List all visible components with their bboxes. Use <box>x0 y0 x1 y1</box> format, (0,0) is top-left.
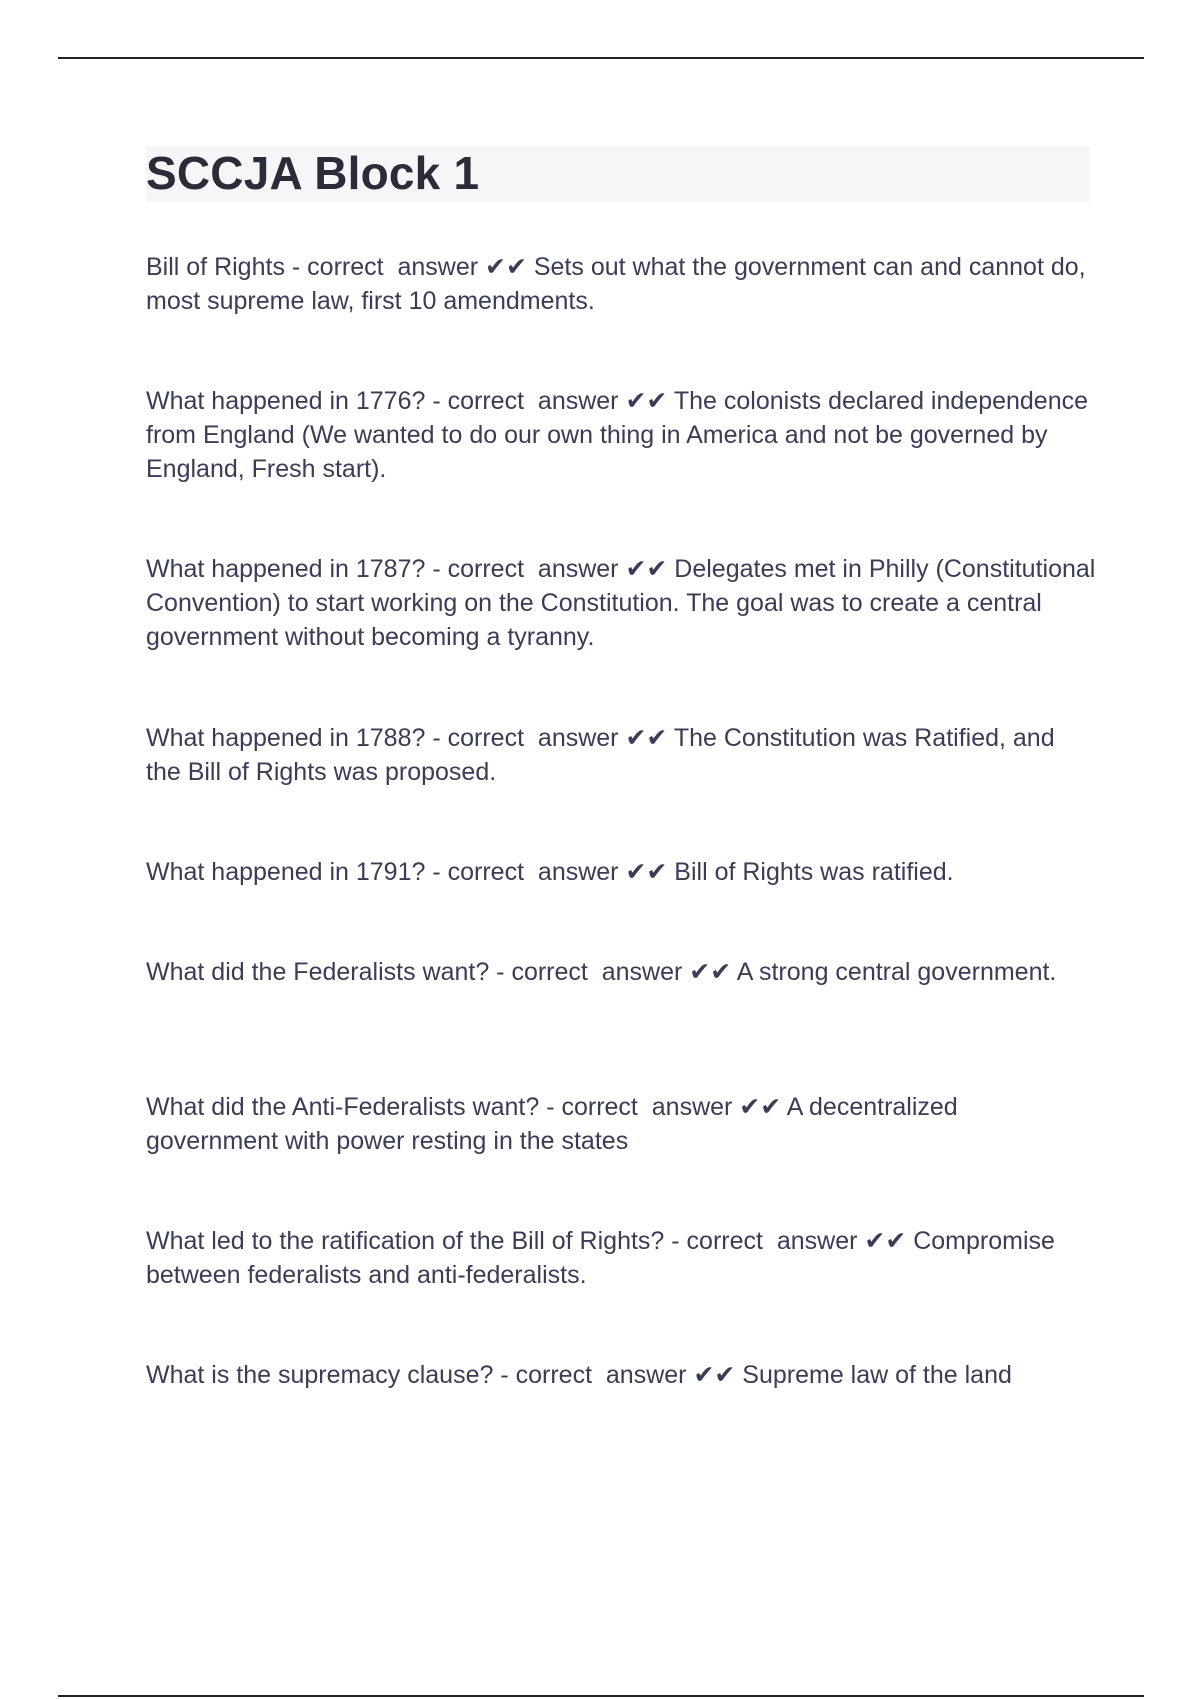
card-definition: Delegates met in Philly (Constitutional Convention) to start working on the Constitution. The goal was to create a central government without becoming a tyranny. <box>146 555 1103 651</box>
card-term: What did the Federalists want? <box>146 958 490 986</box>
card-separator: - correct answer ✔✔ <box>664 1227 914 1255</box>
flashcard-supremacy-clause <box>146 1358 1096 1392</box>
flashcard-1791 <box>146 855 1096 889</box>
card-separator: - correct answer ✔✔ <box>425 387 674 415</box>
card-term: What led to the ratification of the Bill of Rights? <box>146 1227 665 1255</box>
card-definition: A strong central government. <box>736 958 1057 986</box>
flashcard-1776 <box>146 384 1096 486</box>
card-term: What happened in 1787? <box>146 555 426 583</box>
card-definition: The colonists declared independence from England (We wanted to do our own thing in America and not be governed by England, Fresh start). <box>146 387 1095 483</box>
card-term: What happened in 1791? <box>146 858 426 886</box>
flashcard-bill-of-rights <box>146 250 1096 318</box>
card-definition: Supreme law of the land <box>742 1361 1012 1389</box>
card-separator: - correct answer ✔✔ <box>539 1093 787 1121</box>
card-separator: - correct answer ✔✔ <box>489 958 737 986</box>
card-term: What is the supremacy clause? <box>146 1361 494 1389</box>
card-term: What happened in 1776? <box>146 387 426 415</box>
card-definition: Sets out what the government can and cannot do, most supreme law, first 10 amendments. <box>146 253 1093 315</box>
page-title: SCCJA Block 1 <box>146 147 480 199</box>
flashcard-anti-federalists <box>146 1090 1096 1158</box>
card-separator: - correct answer ✔✔ <box>425 724 674 752</box>
flashcard-federalists <box>146 955 1096 989</box>
card-separator: - correct answer ✔✔ <box>493 1361 743 1389</box>
card-separator: - correct answer ✔✔ <box>425 858 675 886</box>
card-definition: The Constitution was Ratified, and the Bill of Rights was proposed. <box>146 724 1062 786</box>
card-separator: - correct answer ✔✔ <box>425 555 675 583</box>
card-definition: Bill of Rights was ratified. <box>674 858 954 886</box>
flashcard-ratification <box>146 1224 1096 1292</box>
card-term: Bill of Rights <box>146 253 285 281</box>
flashcard-1788 <box>146 721 1096 789</box>
flashcard-1787 <box>146 552 1103 654</box>
card-term: What did the Anti-Federalists want? <box>146 1093 540 1121</box>
bottom-rule <box>58 1695 1144 1697</box>
card-separator: - correct answer ✔✔ <box>284 253 534 281</box>
card-term: What happened in 1788? <box>146 724 426 752</box>
card-definition: Compromise between federalists and anti-federalists. <box>146 1227 1062 1289</box>
top-rule <box>58 57 1144 59</box>
card-definition: A decentralized government with power resting in the states <box>146 1093 965 1155</box>
